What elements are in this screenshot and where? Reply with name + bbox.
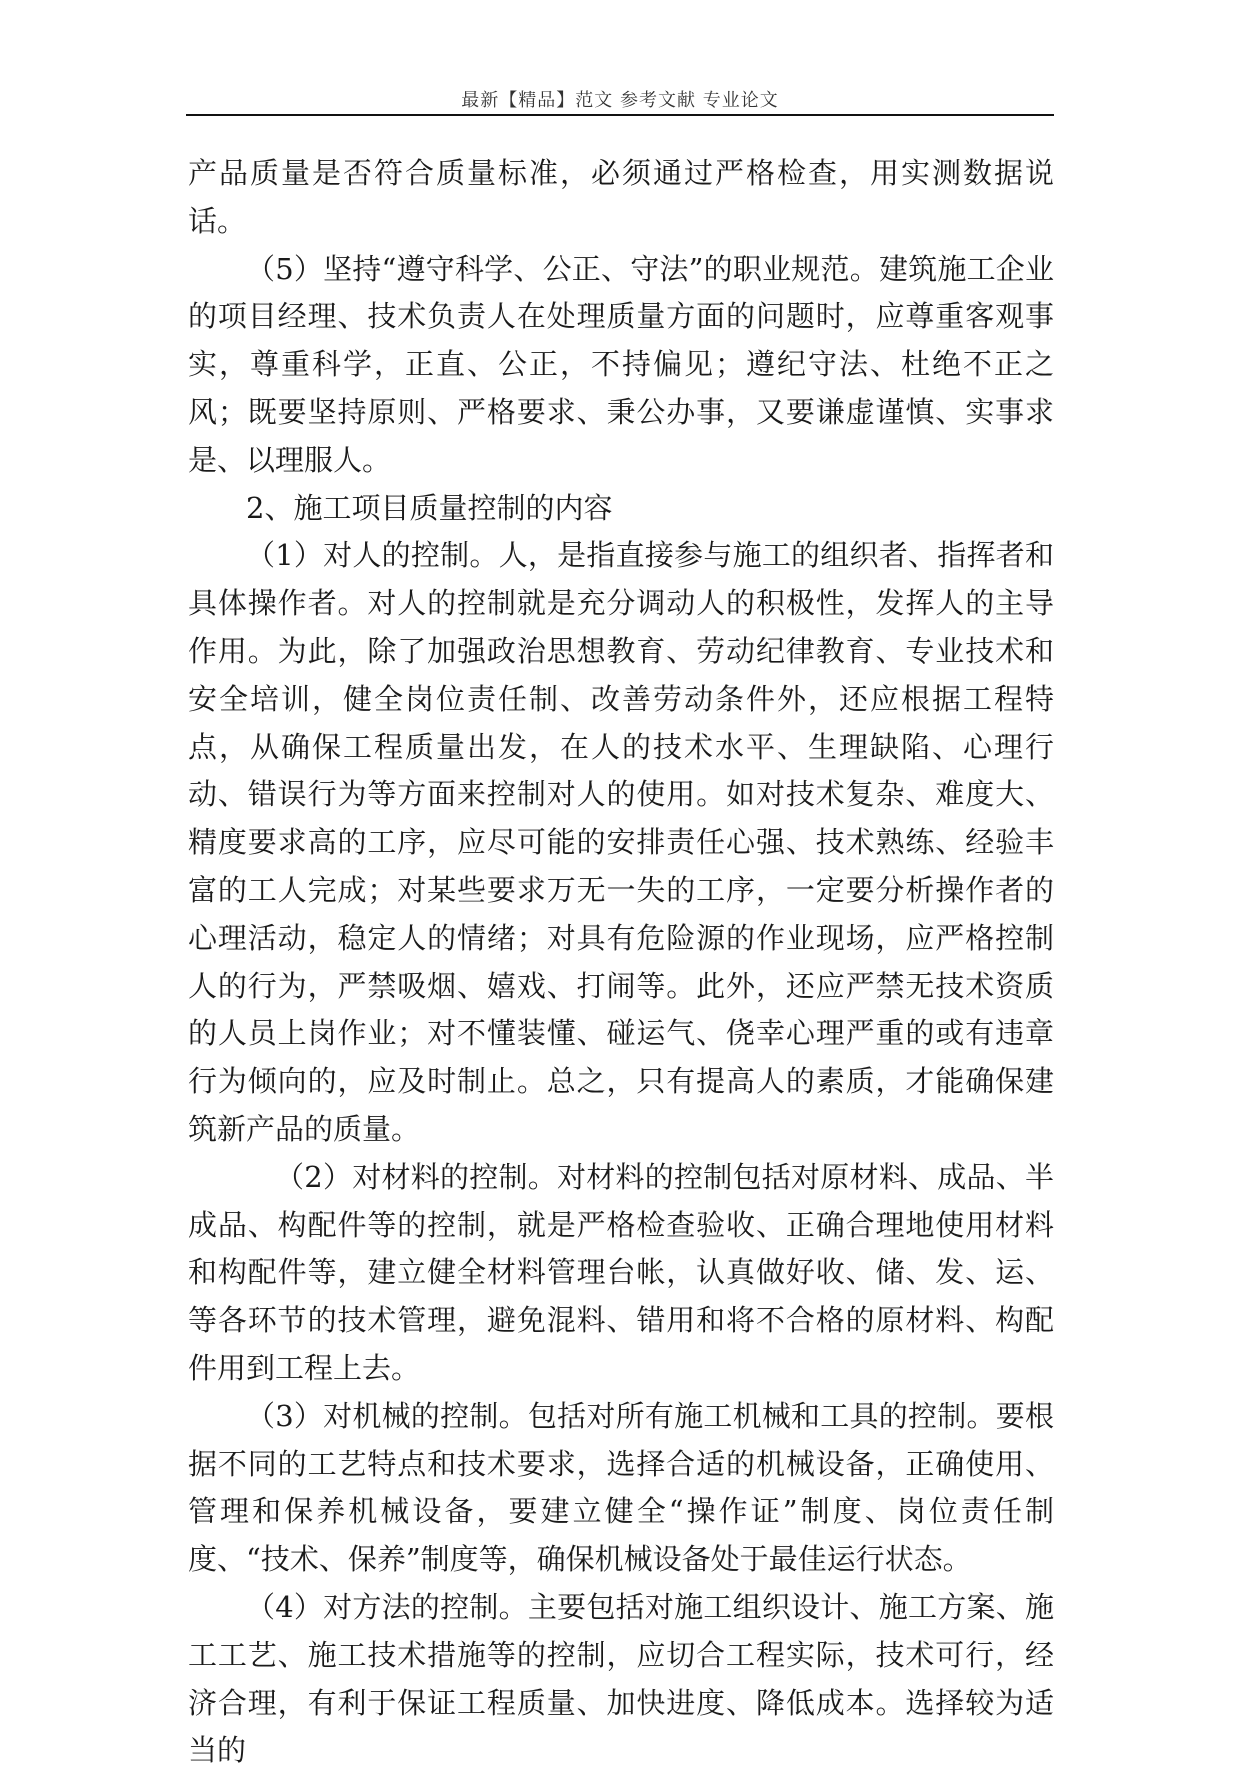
paragraph-machinery-control: （3）对机械的控制。包括对所有施工机械和工具的控制。要根据不同的工艺特点和技术要求，选择合适的机械设备，正确使用、管理和保养机械设备，要建立健全“操作证”制度、岗位责任制度、“技术、保养”制度等，确保机械设备处于最佳运行状态。 xyxy=(188,1398,1054,1577)
header-divider xyxy=(186,114,1054,116)
section-heading-control-content: 2、施工项目质量控制的内容 xyxy=(246,490,613,525)
document-body xyxy=(188,150,1054,1775)
paragraph-professional-norms: （5）坚持“遵守科学、公正、守法”的职业规范。建筑施工企业的项目经理、技术负责人在处理质量方面的问题时，应尊重客观事实，尊重科学，正直、公正，不持偏见；遵纪守法、杜绝不正之风；既要坚持原则、严格要求、秉公办事，又要谦虚谨慎、实事求是、以理服人。 xyxy=(188,251,1054,477)
paragraph-people-control: （1）对人的控制。人，是指直接参与施工的组织者、指挥者和具体操作者。对人的控制就是充分调动人的积极性，发挥人的主导作用。为此，除了加强政治思想教育、劳动纪律教育、专业技术和安全培训，健全岗位责任制、改善劳动条件外，还应根据工程特点，从确保工程质量出发，在人的技术水平、生理缺陷、心理行动、错误行为等方面来控制对人的使用。如对技术复杂、难度大、精度要求高的工序，应尽可能的安排责任心强、技术熟练、经验丰富的工人完成；对某些要求万无一失的工序，一定要分析操作者的心理活动，稳定人的情绪；对具有危险源的作业现场，应严格控制人的行为，严禁吸烟、嬉戏、打闹等。此外，还应严禁无技术资质的人员上岗作业；对不懂装懂、碰运气、侥幸心理严重的或有违章行为倾向的，应及时制止。总之，只有提高人的素质，才能确保建筑新产品的质量。 xyxy=(188,538,1054,1146)
page-header: 最新【精品】范文 参考文献 专业论文 xyxy=(461,90,779,111)
paragraph-quality-check: 产品质量是否符合质量标准，必须通过严格检查，用实测数据说话。 xyxy=(188,156,1054,238)
paragraph-method-control: （4）对方法的控制。主要包括对施工组织设计、施工方案、施工工艺、施工技术措施等的控制，应切合工程实际，技术可行，经济合理，有利于保证工程质量、加快进度、降低成本。选择较为适当的 xyxy=(188,1589,1054,1768)
paragraph-material-control: （2）对材料的控制。对材料的控制包括对原材料、成品、半成品、构配件等的控制，就是严格检查验收、正确合理地使用材料和构配件等，建立健全材料管理台帐，认真做好收、储、发、运、等各环节的技术管理，避免混料、错用和将不合格的原材料、构配件用到工程上去。 xyxy=(188,1159,1054,1385)
